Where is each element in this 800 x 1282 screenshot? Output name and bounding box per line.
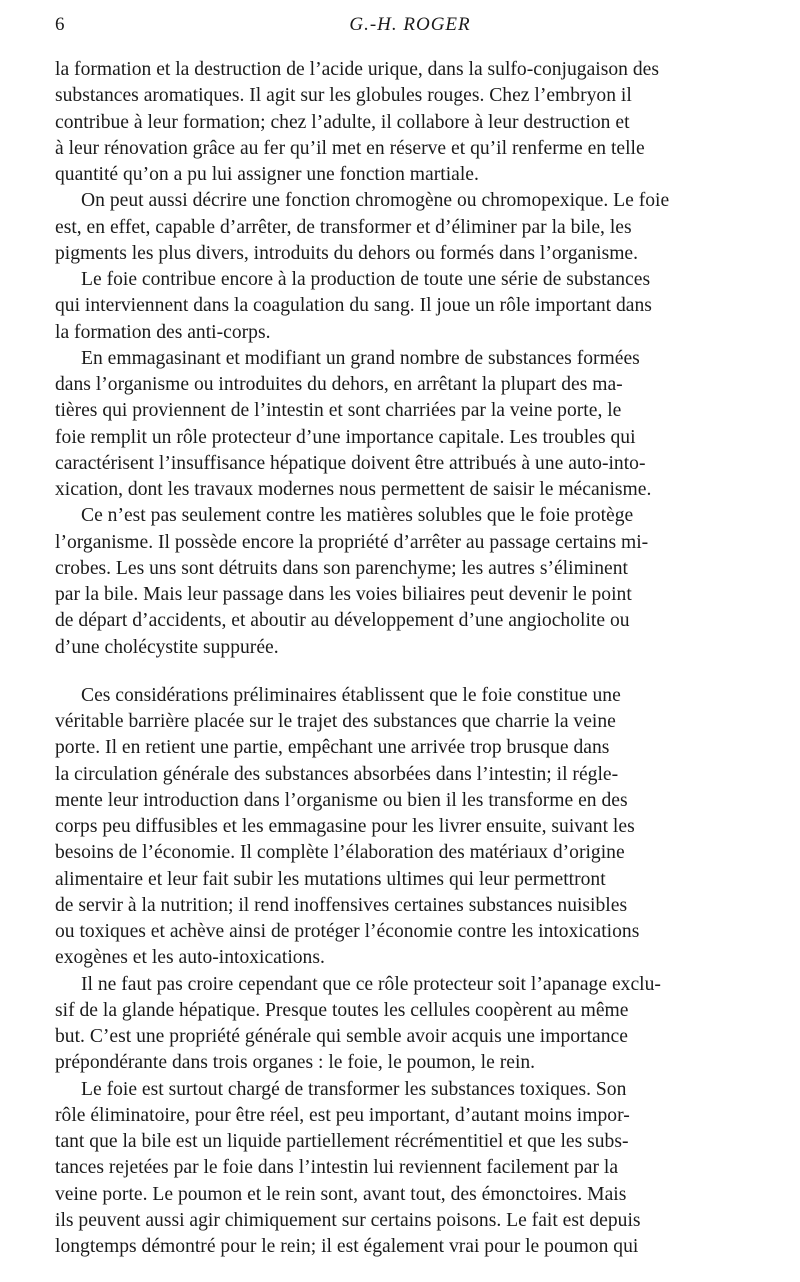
paragraph-barrier: Ces considérations préliminaires établissent que le foie constitue une véritable barrière placée sur le trajet des substances que charrie la veine porte. Il en retient une partie, empêchant une arrivée trop brusque dans la circulation générale des substances absorbées dans l’intestin; il régle- mente leur introduction dans l’organisme ou bien il les transforme en des corps peu diffusibles et les emmagasine pour les livrer ensuite, suivant les besoins de l’économie. Il complète l’élaboration des matériaux d’origine alimentaire et leur fait subir les mutations ultimes qui leur permettront de servir à la nutrition; il rend inoffensives certaines substances nuisibles ou toxiques et achève ainsi de protéger l’économie contre les intoxications exogènes et les auto-intoxications. [55, 684, 640, 969]
paragraph-chromogenic-function: On peut aussi décrire une fonction chromogène ou chromopexique. Le foie est, en effet, capable d’arrêter, de transformer et d’éliminer par la bile, les pigments les plus divers, introduits du dehors ou formés dans l’organisme. [55, 190, 670, 264]
running-title-author: G.-H. ROGER [349, 14, 471, 35]
paragraph-elimination: Le foie est surtout chargé de transformer les substances toxiques. Son rôle éliminatoire, pour être réel, est peu important, d’autant moins impor- tant que la bile est un liquide partiellement récrémentitiel et que les subs- tances rejetées par le foie dans l’intestin lui reviennent facilement par la veine porte. Le poumon et le rein sont, avant tout, des émonctoires. Mais ils peuvent aussi agir chimiquement sur certains poisons. Le fait est depuis longtemps démontré pour le rein; il est également vrai pour le poumon qui [55, 1078, 641, 1257]
paragraph-microbes: Ce n’est pas seulement contre les matières solubles que le foie protège l’organisme. Il possède encore la propriété d’arrêter au passage certains mi- crobes. Les uns sont détruits dans son parenchyme; les autres s’éliminent par la bile. Mais leur passage dans les voies biliaires peut devenir le point de départ d’accidents, et aboutir au développement d’une angiocholite ou d’une cholécystite suppurée. [55, 505, 649, 658]
body-text [55, 57, 765, 1260]
running-header [55, 14, 765, 40]
paragraph-protective-role: En emmagasinant et modifiant un grand nombre de substances formées dans l’organisme ou introduites du dehors, en arrêtant la plupart des ma- tières qui proviennent de l’intestin et sont charriées par la veine porte, le foie remplit un rôle protecteur d’une importance capitale. Les troubles qui caractérisent l’insuffisance hépatique doivent être attribués à une auto-into- xication, dont les travaux modernes nous permettent de saisir le mécanisme. [55, 347, 652, 500]
paragraph-continuation: la formation et la destruction de l’acide urique, dans la sulfo-conjugaison des substances aromatiques. Il agit sur les globules rouges. Chez l’embryon il contribue à leur formation; chez l’adulte, il collabore à leur destruction et à leur rénovation grâce au fer qu’il met en réserve et qu’il renferme en telle quantité qu’on a pu lui assigner une fonction martiale. [55, 59, 659, 185]
paragraph-other-organs: Il ne faut pas croire cependant que ce rôle protecteur soit l’apanage exclu- sif de la glande hépatique. Presque toutes les cellules coopèrent au même but. C’est une propriété générale qui semble avoir acquis une importance prépondérante dans trois organes : le foie, le poumon, le rein. [55, 973, 661, 1074]
page-number: 6 [55, 14, 65, 35]
paragraph-coagulation: Le foie contribue encore à la production de toute une série de substances qui interviennent dans la coagulation du sang. Il joue un rôle important dans la formation des anti-corps. [55, 269, 652, 343]
